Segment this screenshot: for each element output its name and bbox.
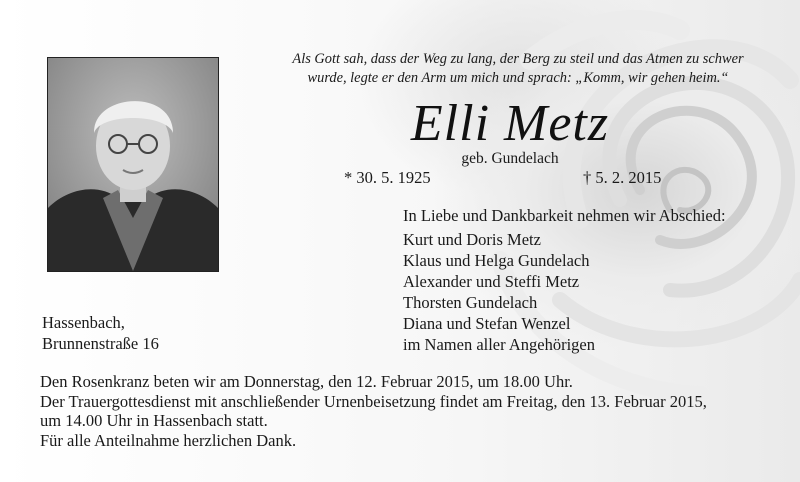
announcement-line: Den Rosenkranz beten wir am Donnerstag, den 12. Februar 2015, um 18.00 Uhr. <box>40 372 573 391</box>
maiden-name: geb. Gundelach <box>461 150 559 167</box>
address-town: Hassenbach, <box>42 313 125 332</box>
farewell-line: In Liebe und Dankbarkeit nehmen wir Abschied: <box>403 206 726 225</box>
mourner-entry: Thorsten Gundelach <box>403 293 538 312</box>
announcement-line: Der Trauergottesdienst mit anschließender Urnenbeisetzung findet am Freitag, den 13. Februar 2015, <box>40 391 707 411</box>
memorial-quote <box>258 50 778 88</box>
death-date: † 5. 2. 2015 <box>583 168 662 187</box>
mourner-entry: Kurt und Doris Metz <box>403 230 541 249</box>
family-address <box>42 312 159 354</box>
announcement-line: Für alle Anteilnahme herzlichen Dank. <box>40 430 297 450</box>
quote-line: wurde, legte er den Arm um mich und sprach: „Komm, wir gehen heim.“ <box>307 70 729 86</box>
mourner-entry: Klaus und Helga Gundelach <box>403 251 590 270</box>
deceased-name: Elli Metz <box>410 95 610 152</box>
mourner-entry: im Namen aller Angehörigen <box>403 335 595 354</box>
mourner-entry: Diana und Stefan Wenzel <box>403 314 571 333</box>
mourners-list <box>403 229 595 355</box>
service-announcement <box>40 372 780 450</box>
portrait-photo <box>47 57 219 272</box>
mourner-entry: Alexander und Steffi Metz <box>403 272 580 291</box>
quote-line: Als Gott sah, dass der Weg zu lang, der Berg zu steil und das Atmen zu schwer <box>292 51 744 67</box>
address-street: Brunnenstraße 16 <box>42 334 159 353</box>
portrait-illustration <box>48 58 218 271</box>
birth-date: * 30. 5. 1925 <box>344 168 431 187</box>
announcement-line: um 14.00 Uhr in Hassenbach statt. <box>40 411 268 431</box>
